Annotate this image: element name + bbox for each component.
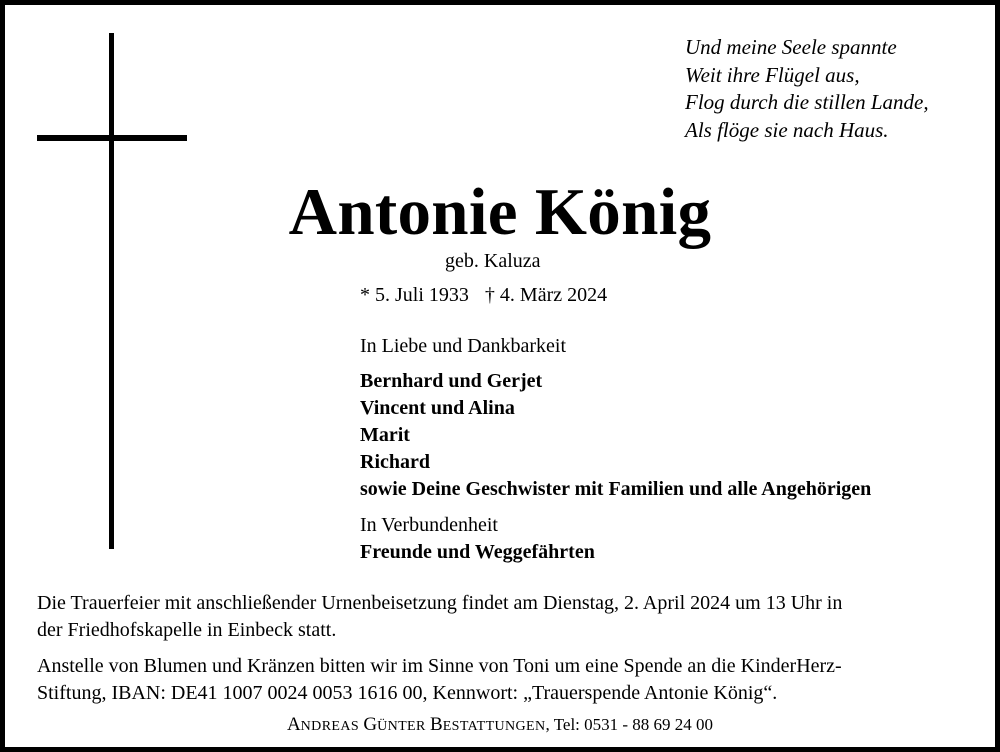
deceased-name: Antonie König bbox=[288, 175, 712, 249]
donation-line: Anstelle von Blumen und Kränzen bitten wir im Sinne von Toni um eine Spende an die KinderHerz- bbox=[37, 655, 842, 677]
mourner-name: Marit bbox=[360, 424, 410, 446]
poem-line: Flog durch die stillen Lande, bbox=[685, 90, 929, 114]
mourner-name: Richard bbox=[360, 451, 430, 473]
ceremony-line: Die Trauerfeier mit anschließender Urnenbeisetzung findet am Dienstag, 2. April 2024 um 13 Uhr in bbox=[37, 592, 843, 614]
cross-icon-horizontal bbox=[37, 135, 187, 141]
friends-names: Freunde und Weggefährten bbox=[360, 541, 595, 563]
undertaker-footer bbox=[0, 714, 1000, 736]
undertaker-phone: , Tel: 0531 - 88 69 24 00 bbox=[545, 715, 714, 734]
mourner-name: Vincent und Alina bbox=[360, 397, 515, 419]
poem bbox=[685, 34, 985, 144]
mourner-name: sowie Deine Geschwister mit Familien und alle Angehörigen bbox=[360, 478, 872, 500]
poem-line: Als flöge sie nach Haus. bbox=[685, 117, 889, 142]
birth-name: geb. Kaluza bbox=[445, 250, 541, 272]
mourner-name: Bernhard und Gerjet bbox=[360, 370, 543, 392]
poem-line: Und meine Seele spannte bbox=[685, 35, 897, 59]
undertaker-name: ANDREAS GÜNTER BESTATTUNGEN bbox=[286, 714, 546, 735]
mourners-intro: In Liebe und Dankbarkeit bbox=[360, 335, 567, 357]
mourners-list bbox=[360, 368, 871, 503]
birth-date: * 5. Juli 1933 bbox=[360, 284, 469, 306]
ceremony-line: der Friedhofskapelle in Einbeck statt. bbox=[37, 619, 337, 641]
life-dates bbox=[360, 284, 607, 307]
ceremony-text bbox=[37, 590, 972, 644]
cross-icon-vertical bbox=[109, 33, 114, 549]
death-date: † 4. März 2024 bbox=[484, 284, 608, 306]
donation-line: Stiftung, IBAN: DE41 1007 0024 0053 1616 00, Kennwort: „Trauerspende Antonie König“. bbox=[37, 682, 778, 704]
poem-line: Weit ihre Flügel aus, bbox=[685, 62, 860, 87]
donation-text bbox=[37, 653, 972, 707]
friends-intro: In Verbundenheit bbox=[360, 514, 498, 536]
